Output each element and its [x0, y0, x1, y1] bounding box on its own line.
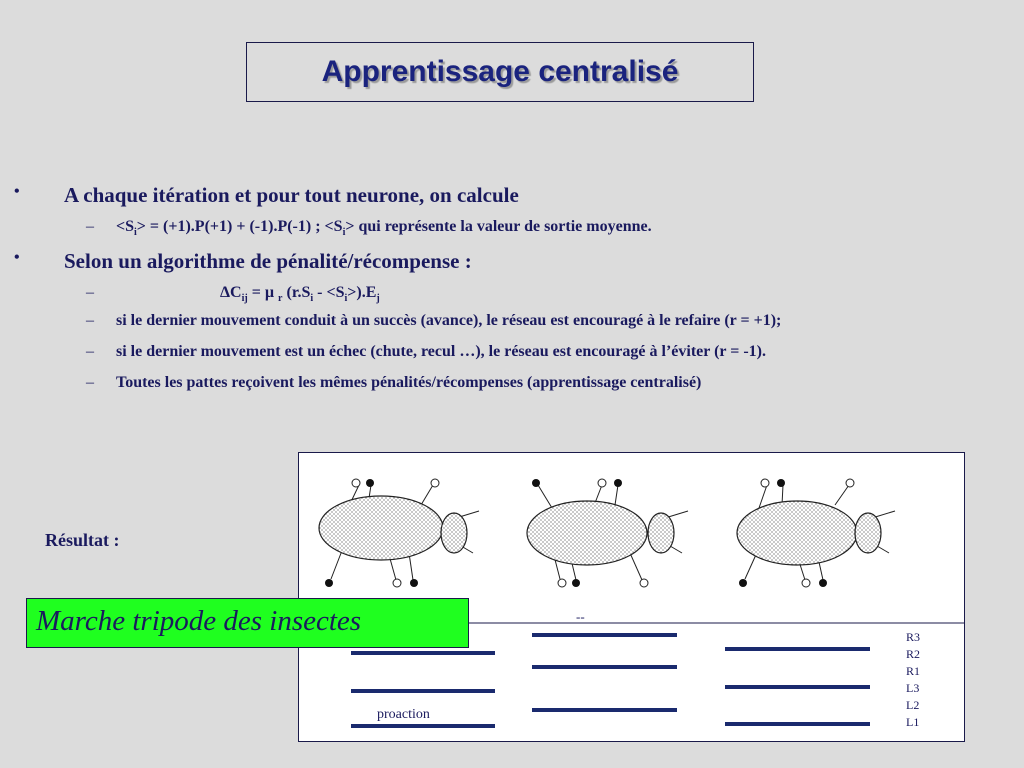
title-box	[246, 42, 754, 102]
legend-r3: R3	[906, 630, 921, 644]
slide-title: Apprentissage centralisé	[321, 55, 679, 88]
formula-subscript: i	[344, 293, 348, 305]
formula-subscript: r	[278, 293, 283, 305]
result-label: Résultat :	[45, 530, 120, 550]
sub-item-text: Toutes les pattes reçoivent les mêmes pénalités/récompenses (apprentissage centralisé)	[116, 374, 702, 391]
insect-2	[527, 479, 688, 587]
mean-output-formula	[116, 218, 652, 238]
formula-part: >).E	[347, 284, 377, 301]
dash-symbol: –	[86, 284, 94, 301]
formula-part: - <S	[313, 284, 345, 301]
formula-subscript: ij	[241, 293, 248, 305]
legend-r1: R1	[906, 664, 921, 678]
legend-l3: L3	[906, 681, 920, 695]
bullet-2-text: Selon un algorithme de pénalité/récompense :	[64, 249, 472, 273]
bullet-1-text: A chaque itération et pour tout neurone, on calcule	[64, 183, 519, 207]
formula-subscript: i	[134, 227, 137, 239]
formula-subscript: i	[342, 227, 346, 239]
insect-3	[737, 479, 895, 587]
dash-symbol: –	[86, 374, 94, 391]
formula-part: <S	[116, 218, 135, 235]
legend-r2: R2	[906, 647, 921, 661]
formula-part: > = (+1).P(+1) + (-1).P(-1) ; <S	[136, 218, 343, 235]
sub-item-text: si le dernier mouvement est un échec (chute, recul …), le réseau est encouragé à l’éviter (r = -1).	[116, 343, 766, 360]
formula-part: ΔC	[220, 284, 242, 301]
legend-l1: L1	[906, 715, 920, 729]
formula-part: > qui représente la valeur de sortie moyenne.	[345, 218, 652, 235]
formula-subscript: j	[376, 293, 380, 305]
bullet-symbol: •	[14, 249, 20, 266]
formula-subscript: i	[310, 293, 314, 305]
caption-text: Marche tripode des insectes	[36, 605, 362, 637]
formula-part: (r.S	[282, 284, 311, 301]
insect-drawings	[299, 453, 964, 741]
formula-part: = µ	[247, 284, 279, 301]
caption-box	[26, 598, 469, 648]
legend-l2: L2	[906, 698, 920, 712]
dashes-label: --	[576, 609, 585, 624]
sub-item-text: si le dernier mouvement conduit à un succès (avance), le réseau est encouragé à le refaire (r = +1);	[116, 312, 782, 329]
bullet-symbol: •	[14, 183, 20, 200]
weight-update-formula	[220, 284, 380, 304]
dash-symbol: –	[86, 218, 94, 235]
dash-symbol: –	[86, 312, 94, 329]
proaction-label: proaction	[377, 707, 430, 722]
insect-1	[319, 479, 479, 587]
gait-diagram	[298, 452, 965, 742]
dash-symbol: –	[86, 343, 94, 360]
